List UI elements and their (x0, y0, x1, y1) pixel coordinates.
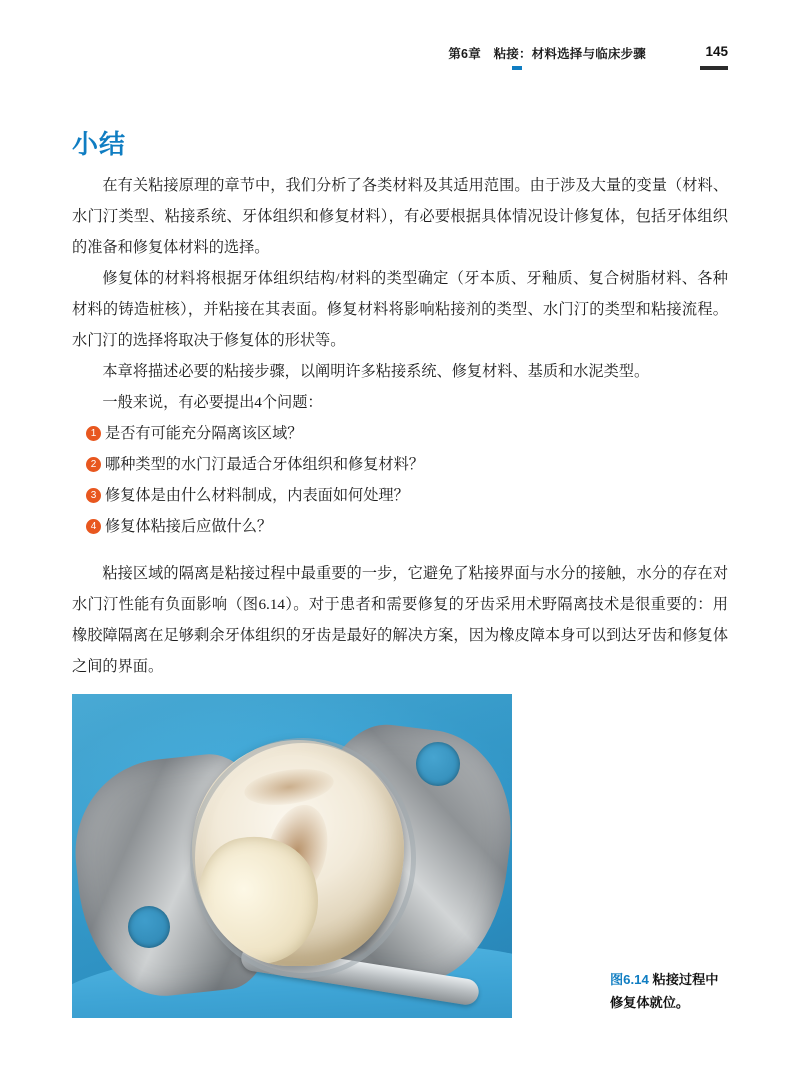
header-rule-dark (700, 66, 728, 70)
list-item-label: 修复体粘接后应做什么？ (105, 518, 273, 535)
list-item-label: 修复体是由什么材料制成，内表面如何处理？ (105, 487, 409, 504)
header-page-number: 145 (705, 44, 728, 59)
matrix-ring (190, 738, 416, 978)
list-number-badge: 4 (86, 519, 101, 534)
list-number-badge: 2 (86, 457, 101, 472)
question-list (72, 418, 728, 542)
section-title: 小结 (72, 129, 127, 159)
clamp-hole-right (416, 742, 460, 786)
closing-paragraph: 粘接区域的隔离是粘接过程中最重要的一步，它避免了粘接界面与水分的接触，水分的存在对水门汀性能有负面影响（图6.14）。对于患者和需要修复的牙齿采用术野隔离技术是很重要的：用橡胶障隔离在足够剩余牙体组织的牙齿是最好的解决方案，因为橡皮障本身可以到达牙齿和修复体之间的界面。 (72, 565, 728, 675)
figure-caption-label: 图6.14 (610, 972, 649, 987)
paragraph: 本章将描述必要的粘接步骤，以阐明许多粘接系统、修复材料、基质和水泥类型。 (102, 363, 650, 380)
body-content (72, 170, 728, 682)
figure-image (72, 694, 512, 1018)
paragraph: 在有关粘接原理的章节中，我们分析了各类材料及其适用范围。由于涉及大量的变量（材料、水门汀类型、粘接系统、牙体组织和修复材料），有必要根据具体情况设计修复体，包括牙体组织的准备和修复体材料的选择。 (72, 177, 728, 256)
figure-caption-text: 粘接过程中修复体就位。 (610, 972, 719, 1010)
paragraph: 修复体的材料将根据牙体组织结构/材料的类型确定（牙本质、牙釉质、复合树脂材料、各种材料的铸造桩核），并粘接在其表面。修复材料将影响粘接剂的类型、水门汀的类型和粘接流程。水门汀的选择将取决于修复体的形状等。 (72, 270, 728, 349)
list-number-badge: 1 (86, 426, 101, 441)
clinical-photo (72, 694, 512, 1018)
clamp-hole-left (128, 906, 170, 948)
header-chapter-title: 第6章 粘接：材料选择与临床步骤 (448, 47, 646, 61)
header-rule-accent (512, 66, 522, 70)
list-item-label: 哪种类型的水门汀最适合牙体组织和修复材料？ (105, 456, 424, 473)
spacer (72, 542, 728, 558)
figure-caption (610, 968, 730, 1014)
header-rule (72, 66, 728, 70)
page-header (72, 44, 728, 78)
list-item (72, 418, 728, 449)
list-number-badge: 3 (86, 488, 101, 503)
list-item (72, 480, 728, 511)
question-intro: 一般来说，有必要提出4个问题： (102, 394, 323, 411)
list-item (72, 511, 728, 542)
list-item (72, 449, 728, 480)
list-item-label: 是否有可能充分隔离该区域？ (105, 425, 303, 442)
